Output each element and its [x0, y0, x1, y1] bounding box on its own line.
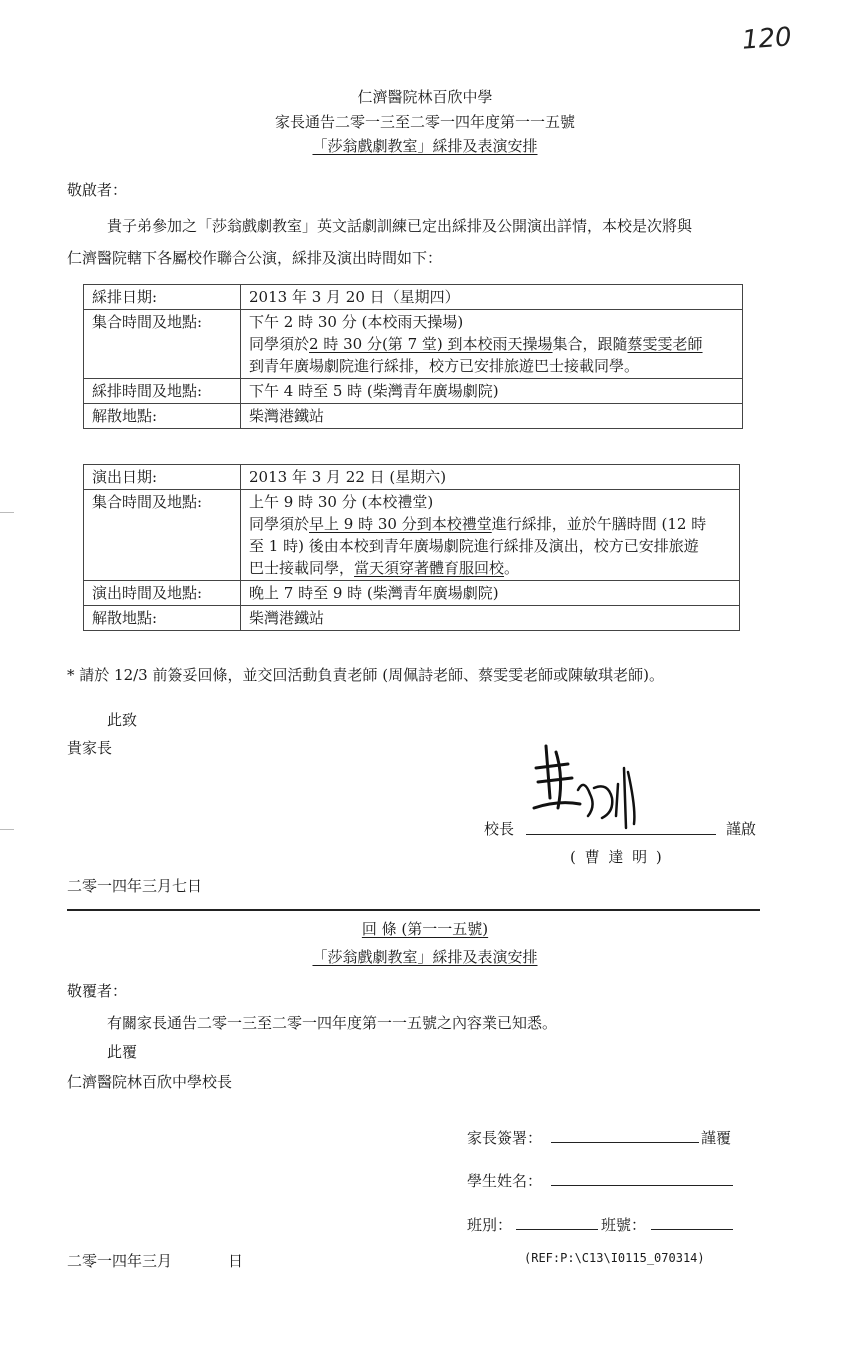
performance-time-value: 晚上 7 時至 9 時 (柴灣青年廣場劇院) [241, 581, 740, 606]
performance-assembly-label: 集合時間及地點: [84, 490, 241, 581]
intro-line-2: 仁濟醫院轄下各屬校作聯合公演，綵排及演出時間如下： [67, 249, 443, 267]
table-row [84, 379, 743, 404]
class-number-label: 班號： [601, 1216, 647, 1234]
rehearsal-assembly-cell [241, 310, 743, 379]
rehearsal-table [83, 284, 743, 429]
reply-date: 二零一四年三月 [67, 1252, 173, 1270]
performance-assembly-value: 上午 9 時 30 分 (本校禮堂) [249, 493, 434, 511]
detail-text: 同學須於 [249, 335, 310, 353]
closing-ci-zhi: 此致 [107, 711, 138, 729]
reply-title-text: 「莎翁戲劇教室」綵排及表演安排 [312, 948, 538, 966]
notice-title-text: 「莎翁戲劇教室」綵排及表演安排 [312, 137, 538, 155]
detail-text: 進行綵排，並於午膳時間 (12 時 [491, 515, 707, 533]
school-name: 仁濟醫院林百欣中學 [357, 88, 493, 106]
table-row [84, 465, 740, 490]
scan-edge-mark [0, 512, 14, 513]
detail-text: 同學須於 [249, 515, 310, 533]
rehearsal-assembly-value: 下午 2 時 30 分 (本校雨天操場) [249, 313, 464, 331]
rehearsal-assembly-label: 集合時間及地點: [84, 310, 241, 379]
intro-line-1: 貴子弟參加之「莎翁戲劇教室」英文話劇訓練已定出綵排及公開演出詳情，本校是次將與 [107, 217, 693, 235]
reply-ci-fu: 此覆 [107, 1043, 138, 1061]
rehearsal-time-label: 綵排時間及地點: [84, 379, 241, 404]
student-name-label: 學生姓名： [467, 1172, 543, 1190]
cut-line [67, 909, 760, 911]
performance-dismissal-value: 柴灣港鐵站 [241, 606, 740, 631]
performance-detail-line-3 [249, 557, 731, 579]
detail-emphasis: 早上 9 時 30 分到本校禮堂 [309, 515, 492, 533]
detail-text: 集合，跟隨 [552, 335, 628, 353]
performance-date-label: 演出日期: [84, 465, 241, 490]
reply-respect: 謹覆 [701, 1129, 732, 1147]
reply-day-label: 日 [228, 1252, 244, 1270]
table-row [84, 310, 743, 379]
salutation: 敬啟者： [67, 181, 128, 199]
rehearsal-detail-line-2: 到青年廣場劇院進行綵排，校方已安排旅遊巴士接載同學。 [249, 357, 640, 375]
principal-name: ( 曹 達 明 ) [570, 848, 664, 866]
rehearsal-date-value: 2013 年 3 月 20 日（星期四） [241, 285, 743, 310]
rehearsal-time-value: 下午 4 時至 5 時 (柴灣青年廣場劇院) [241, 379, 743, 404]
uniform-emphasis: 當天須穿著體育服回校 [354, 559, 505, 577]
rehearsal-dismissal-label: 解散地點: [84, 404, 241, 429]
principal-signature-line [526, 820, 716, 835]
page-number: 120 [741, 22, 793, 56]
table-row [84, 285, 743, 310]
class-label: 班別： [467, 1216, 513, 1234]
closing-addressee: 貴家長 [67, 739, 113, 757]
notice-title [0, 135, 850, 156]
notice-date: 二零一四年三月七日 [67, 877, 203, 895]
reference-code: (REF:P:\C13\I0115_070314) [524, 1251, 705, 1265]
rehearsal-detail-line-1 [249, 333, 734, 355]
reply-body: 有關家長通告二零一三至二零一四年度第一一五號之內容業已知悉。 [107, 1014, 558, 1032]
student-name-field[interactable] [551, 1170, 733, 1186]
performance-time-label: 演出時間及地點: [84, 581, 241, 606]
parent-signature-label: 家長簽署： [467, 1129, 543, 1147]
performance-detail-line-2: 至 1 時) 後由本校到青年廣場劇院進行綵排及演出，校方已安排旅遊 [249, 537, 699, 555]
reply-addressee: 仁濟醫院林百欣中學校長 [67, 1073, 233, 1091]
table-row [84, 490, 740, 581]
return-slip-note: * 請於 12/3 前簽妥回條，並交回活動負責老師 (周佩詩老師、蔡雯雯老師或陳敏琪老師)。 [67, 666, 664, 684]
performance-dismissal-label: 解散地點: [84, 606, 241, 631]
scan-edge-mark [0, 829, 14, 830]
class-number-field[interactable] [651, 1214, 733, 1230]
principal-label: 校長 [484, 820, 515, 838]
detail-text: 巴士接載同學， [249, 559, 355, 577]
teacher-name-emphasis: 蔡雯雯老師 [627, 335, 703, 353]
reply-heading [0, 918, 850, 939]
performance-assembly-cell [241, 490, 740, 581]
detail-emphasis: 2 時 30 分(第 7 堂) 到本校雨天操場 [309, 335, 553, 353]
notice-number: 家長通告二零一三至二零一四年度第一一五號 [274, 113, 575, 131]
table-row [84, 581, 740, 606]
table-row [84, 606, 740, 631]
rehearsal-date-label: 綵排日期: [84, 285, 241, 310]
performance-table [83, 464, 740, 631]
table-row [84, 404, 743, 429]
reply-salutation: 敬覆者： [67, 982, 128, 1000]
performance-date-value: 2013 年 3 月 22 日 (星期六) [241, 465, 740, 490]
class-field[interactable] [516, 1214, 598, 1230]
detail-text: 。 [504, 559, 520, 577]
performance-detail-line-1 [249, 513, 731, 535]
reply-heading-text: 回 條 (第一一五號) [361, 920, 489, 938]
reply-title [0, 946, 850, 967]
parent-signature-field[interactable] [551, 1127, 699, 1143]
principal-respect: 謹啟 [726, 820, 757, 838]
rehearsal-dismissal-value: 柴灣港鐵站 [241, 404, 743, 429]
